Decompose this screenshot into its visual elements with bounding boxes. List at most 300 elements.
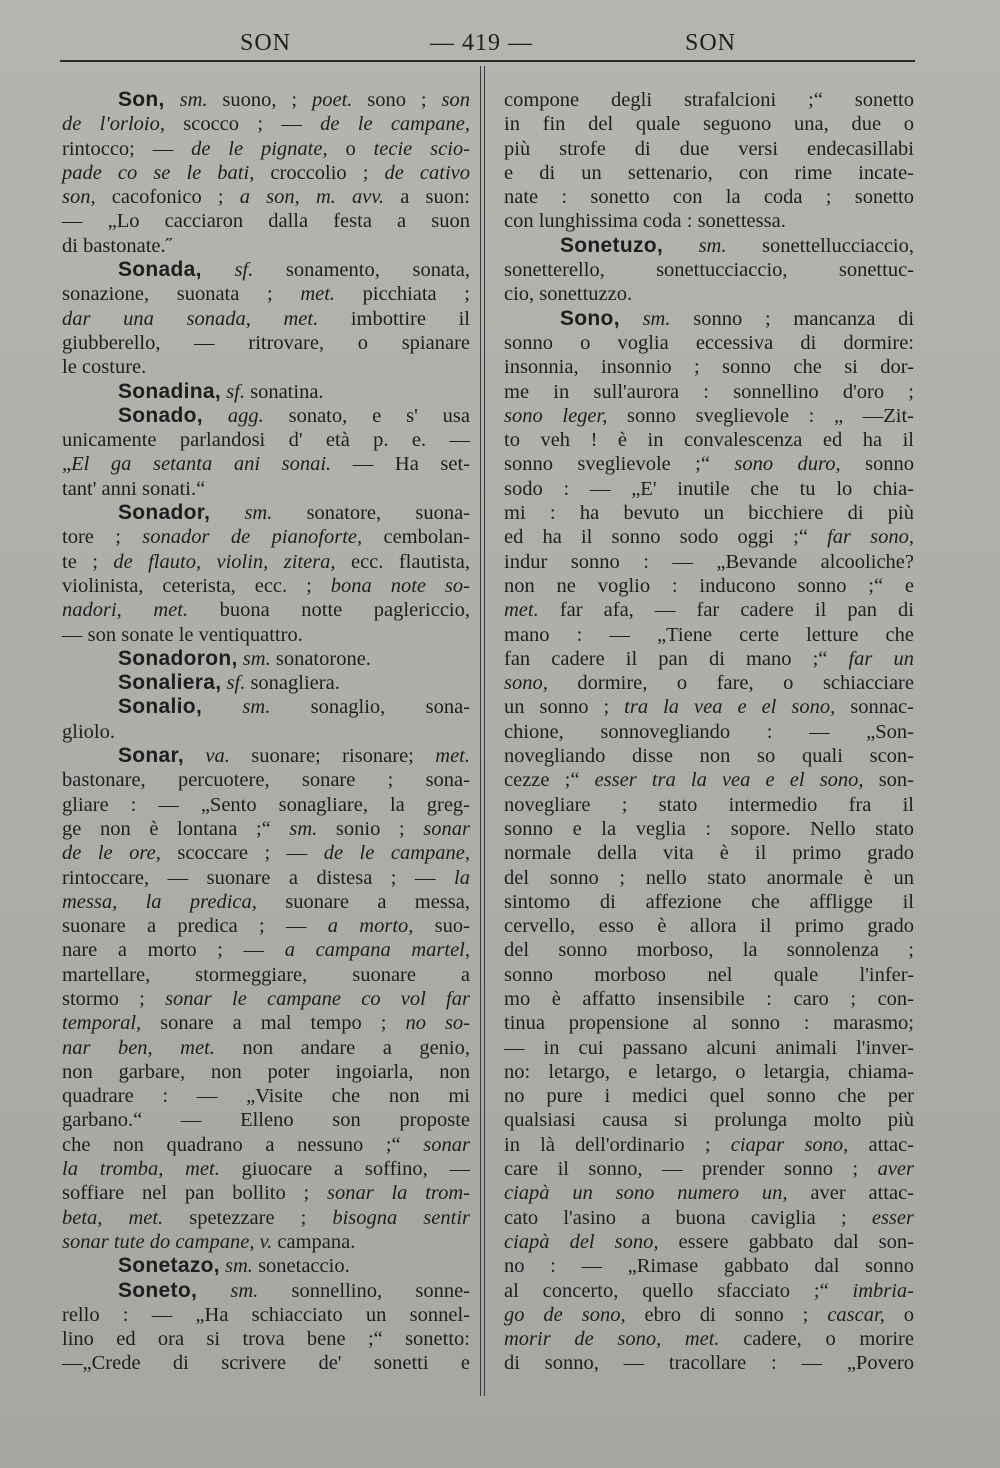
italic-text: met. bbox=[504, 599, 539, 622]
body-text bbox=[203, 405, 228, 427]
text-line bbox=[504, 428, 914, 452]
italic-text: sonador de pianoforte, bbox=[142, 526, 363, 549]
headword: Sonetazo, bbox=[118, 1254, 220, 1278]
text-line bbox=[504, 598, 914, 622]
text-line bbox=[62, 1157, 470, 1181]
text-line bbox=[62, 938, 470, 962]
text-line bbox=[504, 1084, 914, 1108]
text-line bbox=[504, 355, 914, 379]
text-line bbox=[504, 1351, 914, 1375]
body-text: sintomo di affezione che affligge il bbox=[504, 890, 914, 913]
body-text: sonetaccio. bbox=[252, 1255, 350, 1278]
text-line bbox=[504, 258, 914, 282]
text-line bbox=[504, 1230, 914, 1254]
headword: Sonadina, bbox=[118, 379, 222, 403]
body-text: sonetterello, sonettucciaccio, sonettuc- bbox=[504, 259, 914, 282]
body-text: — son sonate le ventiquattro. bbox=[62, 623, 303, 646]
body-text: no: letargo, e letargo, o letargia, chiama- bbox=[504, 1060, 914, 1083]
italic-text: temporal, bbox=[62, 1012, 142, 1035]
body-text: giuocare a soffino, — bbox=[219, 1158, 470, 1181]
body-text: al concerto, quello sfacciato ;“ bbox=[504, 1279, 853, 1302]
body-text: nare a morto ; — bbox=[62, 939, 285, 962]
text-line bbox=[62, 1206, 470, 1230]
page-number: — 419 — bbox=[430, 30, 533, 56]
body-text: martellare, stormeggiare, suonare a bbox=[62, 963, 470, 986]
text-line bbox=[62, 258, 470, 282]
text-line bbox=[62, 647, 470, 671]
italic-text: bisogna sentir bbox=[332, 1206, 470, 1229]
text-line bbox=[504, 1254, 914, 1278]
italic-text: sonar le campane co vol far bbox=[165, 987, 470, 1010]
text-line bbox=[62, 1133, 470, 1157]
text-line bbox=[62, 1254, 470, 1278]
body-text: sonno sveglievole ;“ bbox=[504, 453, 735, 476]
text-line bbox=[62, 1060, 470, 1084]
body-text: del sonno morboso, la sonnolenza ; bbox=[504, 939, 914, 962]
headword: Soneto, bbox=[118, 1278, 198, 1302]
body-text: no pure i medici quel sonno che per bbox=[504, 1085, 914, 1108]
text-line bbox=[504, 720, 914, 744]
header-right-guideword: SON bbox=[685, 30, 737, 56]
body-text: spetezzare ; bbox=[163, 1206, 333, 1229]
body-text: care il sonno, — prender sonno ; bbox=[504, 1158, 878, 1181]
text-line bbox=[504, 987, 914, 1011]
body-text: sonno bbox=[840, 453, 914, 476]
body-text: sonno sveglievole : „ —Zit- bbox=[607, 404, 915, 427]
italic-text: a campana martel, bbox=[284, 939, 470, 962]
italic-text: de le ore, bbox=[62, 842, 161, 865]
body-text bbox=[620, 308, 643, 330]
text-line bbox=[504, 161, 914, 185]
body-text: in fin del quale seguono una, due o bbox=[504, 113, 914, 136]
text-line bbox=[62, 112, 470, 136]
text-line bbox=[504, 88, 914, 112]
italic-text: bona note so- bbox=[330, 574, 470, 597]
italic-text: sonar tute do campane, v. bbox=[62, 1230, 273, 1253]
text-line bbox=[504, 574, 914, 598]
text-line bbox=[504, 623, 914, 647]
body-text: sonno morboso nel quale l'infer- bbox=[504, 963, 914, 986]
body-text bbox=[202, 259, 235, 281]
italic-text: ciapà del sono, bbox=[504, 1230, 659, 1253]
italic-text: dar una sonada, met. bbox=[62, 307, 319, 330]
body-text: più strofe di due versi endecasillabi bbox=[504, 137, 914, 160]
text-line bbox=[62, 452, 470, 476]
text-line bbox=[504, 841, 914, 865]
body-text: scocco ; — bbox=[164, 113, 321, 136]
body-text: son- bbox=[863, 769, 914, 792]
body-text bbox=[197, 1280, 230, 1302]
text-line bbox=[62, 88, 470, 112]
text-line bbox=[62, 428, 470, 452]
text-line bbox=[504, 137, 914, 161]
text-line bbox=[62, 598, 470, 622]
italic-text: far un bbox=[848, 647, 914, 670]
text-line bbox=[62, 695, 470, 719]
italic-text: morir de sono, met. bbox=[504, 1328, 720, 1351]
body-text: di bastonate.˝ bbox=[62, 234, 173, 257]
text-line bbox=[62, 525, 470, 549]
body-text: essere gabbato dal son- bbox=[658, 1230, 914, 1253]
body-text: bastonare, percuotere, sonare ; sona- bbox=[62, 769, 470, 792]
body-text: del sonno ; nello stato anormale è un bbox=[504, 866, 914, 889]
italic-text: imbria- bbox=[852, 1279, 914, 1302]
body-text: to veh ! è in convalescenza ed ha il bbox=[504, 429, 914, 452]
body-text bbox=[165, 89, 180, 111]
italic-text: sm. bbox=[225, 1255, 253, 1278]
italic-text: agg. bbox=[227, 404, 264, 427]
column-divider bbox=[480, 66, 481, 1396]
text-line bbox=[62, 671, 470, 695]
text-line bbox=[504, 477, 914, 501]
text-line bbox=[62, 1303, 470, 1327]
italic-text: sm. bbox=[242, 647, 271, 670]
body-text: mo è affatto insensibile : caro ; con- bbox=[504, 987, 914, 1010]
body-text: no : — „Rimase gabbato dal sonno bbox=[504, 1255, 914, 1278]
text-line bbox=[504, 1108, 914, 1132]
text-line bbox=[504, 331, 914, 355]
body-text: buona notte paglericcio, bbox=[188, 599, 470, 622]
body-text: cervello, esso è allora il primo grado bbox=[504, 915, 914, 938]
text-line bbox=[504, 185, 914, 209]
body-text: — in cui passano alcuni animali l'inver- bbox=[504, 1036, 914, 1059]
text-line bbox=[504, 209, 914, 233]
italic-text: sono duro, bbox=[734, 453, 841, 476]
text-line bbox=[62, 1084, 470, 1108]
body-text: ebro di sonno ; bbox=[625, 1303, 828, 1326]
body-text: sodo : — „E' inutile che tu lo chia- bbox=[504, 477, 914, 500]
body-text: sonno ; mancanza di bbox=[670, 307, 915, 330]
body-text bbox=[663, 235, 699, 257]
text-line bbox=[504, 234, 914, 258]
headword: Sono, bbox=[560, 306, 620, 330]
headword: Sonador, bbox=[118, 501, 211, 525]
column-divider-inner bbox=[484, 66, 485, 1396]
text-line bbox=[62, 914, 470, 938]
body-text: giubberello, — ritrovare, o spianare bbox=[62, 331, 470, 354]
header-rule bbox=[60, 60, 915, 62]
italic-text: met. bbox=[300, 283, 336, 306]
italic-text: sf. bbox=[226, 672, 246, 695]
italic-text: poet. bbox=[311, 89, 353, 111]
headword: Sonar, bbox=[118, 744, 184, 768]
body-text: tore ; bbox=[62, 526, 143, 549]
italic-text: sf. bbox=[234, 259, 254, 282]
text-line bbox=[504, 1011, 914, 1035]
headword: Son, bbox=[118, 88, 165, 111]
body-text: o bbox=[327, 137, 374, 160]
body-text: garbano.“ — Elleno son proposte bbox=[62, 1109, 470, 1132]
left-column bbox=[62, 88, 470, 1376]
body-text: sonaglio, sona- bbox=[270, 696, 471, 719]
italic-text: sm. bbox=[242, 696, 271, 719]
body-text: rello : — „Ha schiacciato un sonnel- bbox=[62, 1303, 470, 1326]
text-line bbox=[62, 550, 470, 574]
body-text: ge non è lontana ;“ bbox=[62, 817, 290, 840]
text-line bbox=[504, 380, 914, 404]
header-left-guideword: SON bbox=[240, 30, 292, 56]
body-text: picchiata ; bbox=[335, 283, 470, 306]
body-text: cacofonico ; bbox=[95, 186, 240, 209]
text-line bbox=[62, 501, 470, 525]
body-text: dormire, o fare, o schiacciare bbox=[547, 672, 914, 695]
italic-text: no so- bbox=[405, 1012, 470, 1035]
body-text: suonare a predica ; — bbox=[62, 915, 328, 938]
italic-text: sm. bbox=[698, 234, 727, 257]
body-text: sonno o voglia eccessiva di dormire: bbox=[504, 331, 914, 354]
body-text: attac- bbox=[848, 1133, 915, 1156]
body-text: compone degli strafalcioni ;“ sonetto bbox=[504, 89, 914, 111]
italic-text: sm. bbox=[289, 817, 318, 840]
body-text: sonatina. bbox=[244, 380, 324, 403]
body-text: mano : — „Tiene certe letture che bbox=[504, 623, 914, 646]
text-line bbox=[62, 1181, 470, 1205]
text-line bbox=[504, 1327, 914, 1351]
headword: Sonadoron, bbox=[118, 646, 238, 670]
text-line bbox=[62, 1327, 470, 1351]
text-line bbox=[62, 137, 470, 161]
body-text: cio, sonettuzzo. bbox=[504, 283, 633, 306]
text-line bbox=[504, 1157, 914, 1181]
body-text: rintoccare, — suonare a distesa ; — bbox=[62, 866, 455, 889]
body-text: indur sonno : — „Bevande alcooliche? bbox=[504, 550, 914, 573]
text-line bbox=[62, 209, 470, 233]
text-line bbox=[62, 866, 470, 890]
body-text: non garbare, non poter ingoiarla, non bbox=[62, 1060, 470, 1083]
text-line bbox=[62, 1011, 470, 1035]
body-text bbox=[184, 745, 205, 767]
headword: Sonaliera, bbox=[118, 671, 222, 695]
body-text: normale della vita è il primo grado bbox=[504, 842, 914, 865]
italic-text: de le campane, bbox=[323, 842, 470, 865]
text-line bbox=[62, 477, 470, 501]
body-text: sonatorone. bbox=[270, 647, 371, 670]
body-text: soffiare nel pan bollito ; bbox=[62, 1182, 327, 1205]
italic-text: a son, m. avv. bbox=[239, 186, 385, 209]
body-text: suonare a messa, bbox=[256, 890, 470, 913]
body-text: gliare : — „Sento sonagliare, la greg- bbox=[62, 793, 470, 816]
text-line bbox=[62, 817, 470, 841]
text-line bbox=[504, 1036, 914, 1060]
text-line bbox=[62, 793, 470, 817]
text-line bbox=[62, 574, 470, 598]
italic-text: la bbox=[454, 866, 470, 889]
body-text: far afa, — far cadere il pan di bbox=[538, 599, 914, 622]
body-text: gliolo. bbox=[62, 720, 115, 743]
italic-text: sonar la trom- bbox=[327, 1182, 470, 1205]
italic-text: sf. bbox=[226, 380, 245, 403]
italic-text: met. bbox=[435, 745, 470, 768]
body-text: fan cadere il pan di mano ;“ bbox=[504, 647, 849, 670]
text-line bbox=[504, 282, 914, 306]
body-text: tinua propensione al sonno : marasmo; bbox=[504, 1012, 914, 1035]
text-line bbox=[504, 647, 914, 671]
text-line bbox=[504, 1133, 914, 1157]
headword: Sonetuzo, bbox=[560, 233, 664, 257]
body-text: rintocco; — bbox=[62, 137, 192, 160]
text-line bbox=[62, 1351, 470, 1375]
body-text: che non quadrano a nessuno ;“ bbox=[62, 1133, 424, 1156]
headword: Sonada, bbox=[118, 258, 202, 282]
text-line bbox=[62, 744, 470, 768]
body-text: sonato, e s' usa bbox=[263, 404, 470, 427]
italic-text: de le campane, bbox=[320, 113, 470, 136]
italic-text: go de sono, bbox=[504, 1303, 626, 1326]
italic-text: la tromba, met. bbox=[62, 1158, 220, 1181]
body-text bbox=[210, 502, 244, 524]
text-line bbox=[62, 307, 470, 331]
text-line bbox=[62, 623, 470, 647]
italic-text: beta, met. bbox=[62, 1206, 164, 1229]
italic-text: sm. bbox=[244, 502, 273, 525]
text-line bbox=[504, 525, 914, 549]
body-text: scoccare ; — bbox=[160, 842, 324, 865]
text-line bbox=[504, 890, 914, 914]
body-text: sonno e la veglia : sopore. Nello stato bbox=[504, 817, 914, 840]
text-line bbox=[62, 404, 470, 428]
body-text: con lunghissima coda : sonettessa. bbox=[504, 210, 786, 233]
text-line bbox=[504, 112, 914, 136]
text-line bbox=[62, 768, 470, 792]
text-line bbox=[62, 841, 470, 865]
text-line bbox=[62, 161, 470, 185]
italic-text: esser tra la vea e el sono, bbox=[594, 769, 864, 792]
italic-text: sono, bbox=[504, 672, 548, 695]
body-text: sonatore, suona- bbox=[272, 502, 470, 525]
text-line bbox=[504, 550, 914, 574]
text-line bbox=[62, 185, 470, 209]
italic-text: va. bbox=[205, 745, 230, 768]
body-text: ed ha il sonno sodo oggi ;“ bbox=[504, 526, 828, 549]
body-text: non andare a genio, bbox=[214, 1036, 470, 1059]
body-text: nate : sonetto con la coda ; sonetto bbox=[504, 186, 914, 209]
text-line bbox=[504, 793, 914, 817]
text-line bbox=[504, 914, 914, 938]
italic-text: ciapar sono, bbox=[730, 1133, 849, 1156]
body-text: — Ha set- bbox=[331, 453, 470, 476]
body-text: mi : ha bevuto un bicchiere di più bbox=[504, 502, 914, 525]
body-text: tant' anni sonati.“ bbox=[62, 477, 206, 500]
body-text: violinista, ceterista, ecc. ; bbox=[62, 574, 331, 597]
italic-text: messa, la predica, bbox=[62, 890, 257, 913]
body-text: insonnia, insonnio ; sonno che si dor- bbox=[504, 356, 914, 379]
text-line bbox=[62, 1279, 470, 1303]
body-text: me in sull'aurora : sonnellino d'oro ; bbox=[504, 380, 914, 403]
italic-text: sono leger, bbox=[504, 404, 608, 427]
body-text: sonnac- bbox=[835, 696, 914, 719]
body-text: in là dell'ordinario ; bbox=[504, 1133, 731, 1156]
text-line bbox=[62, 1108, 470, 1132]
italic-text: de cativo bbox=[384, 161, 470, 184]
body-text: novegliare ; stato intermedio fra il bbox=[504, 793, 914, 816]
text-line bbox=[504, 452, 914, 476]
body-text: ecc. flautista, bbox=[335, 550, 470, 573]
body-text: te ; bbox=[62, 550, 114, 573]
italic-text: nar ben, met. bbox=[62, 1036, 215, 1059]
text-line bbox=[504, 695, 914, 719]
body-text: cato l'asino a buona caviglia ; bbox=[504, 1206, 872, 1229]
italic-text: cascar, bbox=[827, 1303, 885, 1326]
body-text: quadrare : — „Visite che non mi bbox=[62, 1085, 470, 1108]
body-text: „ bbox=[62, 453, 72, 476]
italic-text: far sono, bbox=[827, 526, 914, 549]
body-text: imbottire il bbox=[318, 307, 471, 330]
text-line bbox=[504, 1303, 914, 1327]
text-line bbox=[504, 1206, 914, 1230]
italic-text: sm. bbox=[230, 1279, 259, 1302]
italic-text: sonar bbox=[423, 817, 470, 840]
text-line bbox=[504, 671, 914, 695]
headword: Sonalio, bbox=[118, 695, 203, 719]
text-line bbox=[62, 720, 470, 744]
italic-text: sonar bbox=[423, 1133, 470, 1156]
body-text: le costure. bbox=[62, 356, 147, 379]
italic-text: sm. bbox=[179, 89, 208, 111]
text-line bbox=[504, 1279, 914, 1303]
running-header bbox=[60, 24, 940, 58]
body-text: cadere, o morire bbox=[719, 1328, 914, 1351]
text-line bbox=[62, 282, 470, 306]
body-text: suono, ; bbox=[207, 89, 312, 111]
italic-text: tecie scio- bbox=[373, 137, 470, 160]
italic-text: son, bbox=[62, 186, 96, 209]
text-line bbox=[504, 404, 914, 428]
headword: Sonado, bbox=[118, 403, 203, 427]
body-text: novegliando disse non so quali scon- bbox=[504, 745, 914, 768]
body-text: suonare; risonare; bbox=[229, 745, 436, 768]
text-line bbox=[504, 1060, 914, 1084]
body-text: cezze ;“ bbox=[504, 769, 595, 792]
text-line bbox=[504, 817, 914, 841]
body-text: e di un settenario, con rime incate- bbox=[504, 161, 914, 184]
text-line bbox=[504, 307, 914, 331]
italic-text: son bbox=[441, 89, 470, 111]
text-line bbox=[62, 987, 470, 1011]
text-line bbox=[504, 1181, 914, 1205]
italic-text: aver bbox=[877, 1158, 914, 1181]
body-text: campana. bbox=[272, 1230, 356, 1253]
body-text: un sonno ; bbox=[504, 696, 625, 719]
body-text: sonamento, sonata, bbox=[253, 259, 470, 282]
text-line bbox=[504, 938, 914, 962]
text-line bbox=[62, 355, 470, 379]
text-line bbox=[504, 768, 914, 792]
italic-text: tra la vea e el sono, bbox=[624, 696, 836, 719]
body-text: lino ed ora si trova bene ;“ sonetto: bbox=[62, 1328, 470, 1351]
italic-text: nadori, met. bbox=[62, 599, 189, 622]
italic-text: esser bbox=[871, 1206, 914, 1229]
body-text: sono ; bbox=[352, 89, 442, 111]
text-line bbox=[504, 501, 914, 525]
body-text: qualsiasi causa si prolunga molto più bbox=[504, 1109, 914, 1132]
text-line bbox=[62, 1036, 470, 1060]
text-line bbox=[504, 963, 914, 987]
body-text: chione, sonnovegliando : — „Son- bbox=[504, 720, 914, 743]
body-text: aver attac- bbox=[787, 1182, 914, 1205]
body-text bbox=[202, 696, 242, 718]
body-text: a suon: bbox=[384, 186, 470, 209]
right-column bbox=[504, 88, 914, 1376]
body-text: —„Crede di scrivere de' sonetti e bbox=[62, 1352, 470, 1375]
body-text: sonettellucciaccio, bbox=[726, 234, 915, 257]
body-text: sonnellino, sonne- bbox=[258, 1279, 470, 1302]
body-text: non ne voglio : inducono sonno ;“ e bbox=[504, 574, 914, 597]
body-text: stormo ; bbox=[62, 987, 166, 1010]
body-text: sonare a mal tempo ; bbox=[141, 1012, 406, 1035]
text-line bbox=[504, 866, 914, 890]
body-text: sonagliera. bbox=[245, 672, 340, 695]
body-text: croccolio ; bbox=[254, 161, 385, 184]
